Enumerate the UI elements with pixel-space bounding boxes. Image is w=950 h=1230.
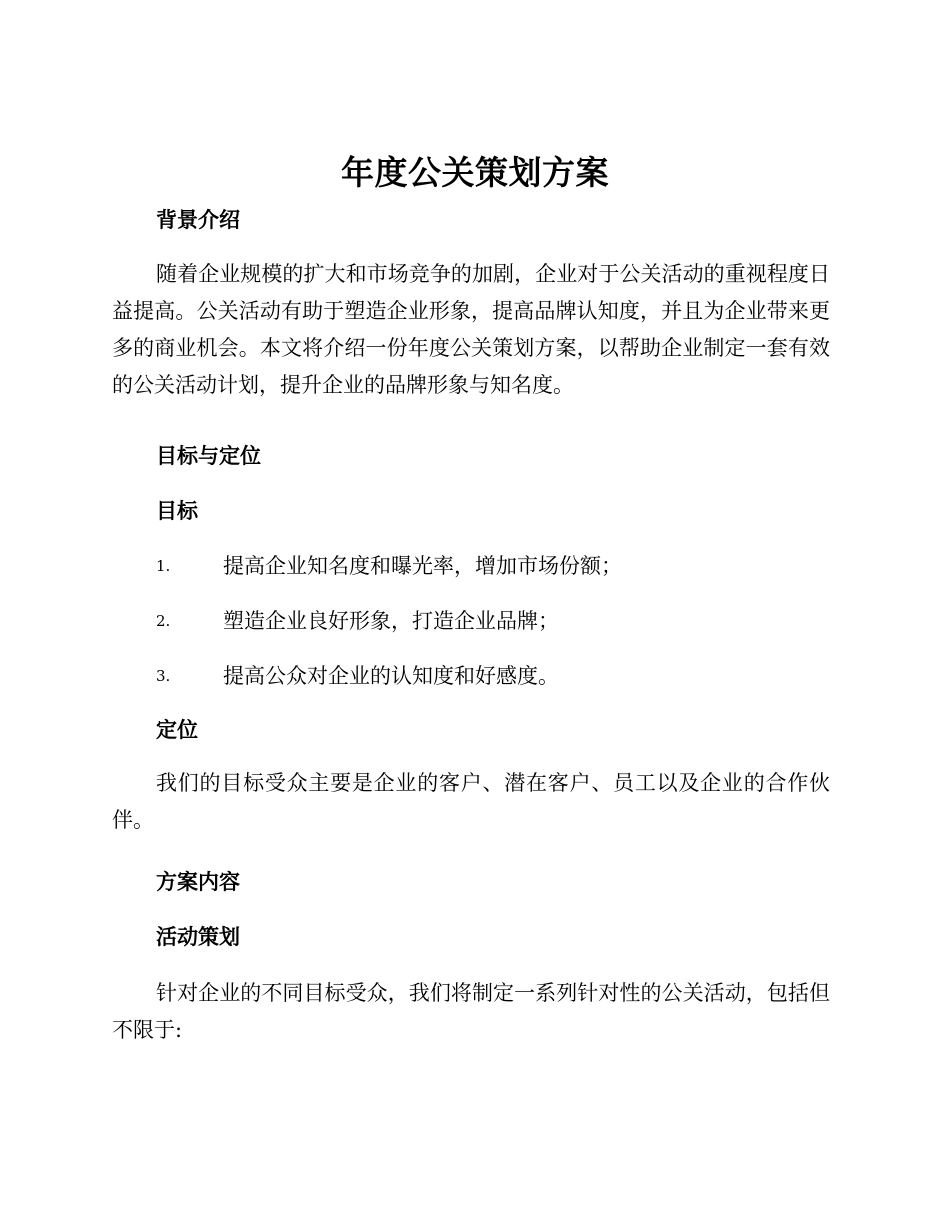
paragraph-background: 随着企业规模的扩大和市场竞争的加剧，企业对于公关活动的重视程度日益提高。公关活动有助于塑造企业形象，提高品牌认知度，并且为企业带来更多的商业机会。本文将介绍一份年度公关策划方案，以帮助企业制定一套有效的公关活动计划，提升企业的品牌形象与知名度。 bbox=[112, 262, 830, 397]
heading-plan-content: 方案内容 bbox=[156, 870, 240, 894]
list-item: 提高公众对企业的认知度和好感度。 bbox=[223, 664, 559, 688]
paragraph-positioning: 我们的目标受众主要是企业的客户、潜在客户、员工以及企业的合作伙伴。 bbox=[112, 771, 830, 832]
heading-background: 背景介绍 bbox=[156, 208, 240, 232]
list-item: 塑造企业良好形象，打造企业品牌； bbox=[223, 609, 559, 633]
document-title: 年度公关策划方案 bbox=[341, 153, 609, 192]
list-item-number: 3. bbox=[156, 667, 171, 685]
heading-goals-positioning: 目标与定位 bbox=[156, 444, 261, 468]
list-item: 提高企业知名度和曝光率，增加市场份额； bbox=[223, 554, 622, 578]
list-item-number: 1. bbox=[156, 557, 171, 575]
heading-activity-planning: 活动策划 bbox=[156, 925, 240, 949]
heading-positioning: 定位 bbox=[156, 718, 198, 742]
paragraph-activity: 针对企业的不同目标受众，我们将制定一系列针对性的公关活动，包括但不限于: bbox=[112, 981, 830, 1042]
list-item-number: 2. bbox=[156, 612, 171, 630]
heading-goals: 目标 bbox=[156, 499, 198, 523]
